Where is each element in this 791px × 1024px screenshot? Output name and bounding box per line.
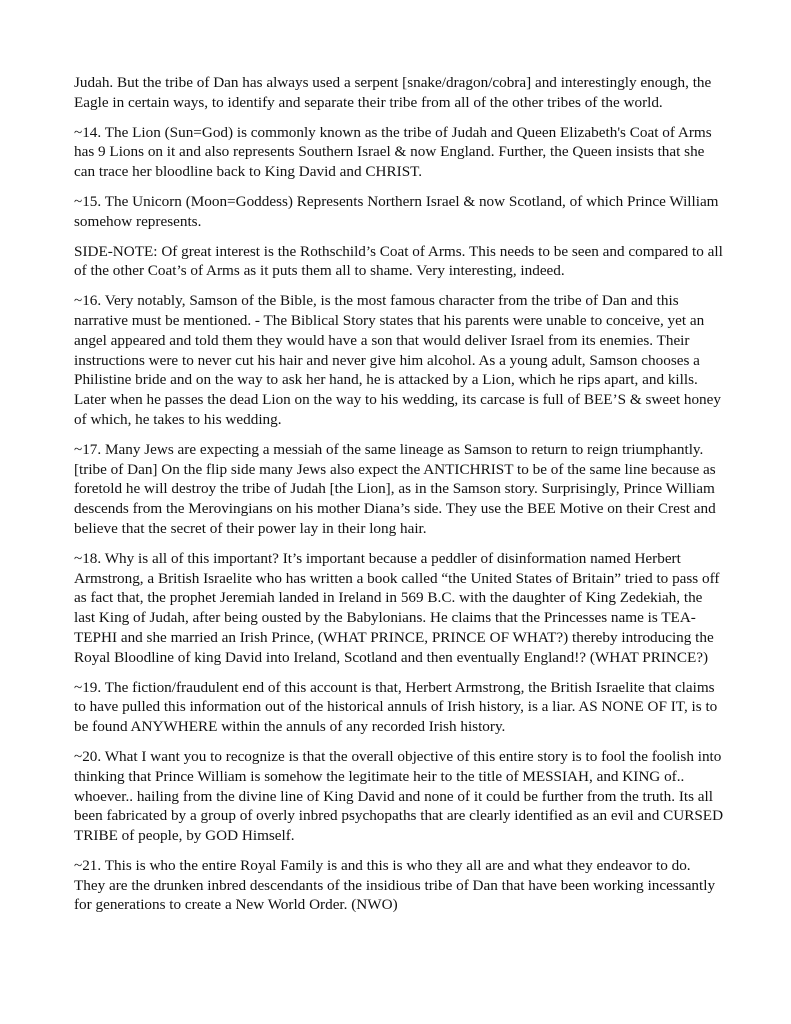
paragraph-16-samson: ~16. Very notably, Samson of the Bible, is the most famous character from the tribe of Dan and this narrative must be mentioned. - The Biblical Story states that his parents were unable to conceive, yet an angel appeared and told them they would have a son that would deliver Israel from its enemies. Their instructions were to never cut his hair and never give him alcohol. As a young adult, Samson chooses a Philistine bride and on the way to ask her hand, he is attacked by a Lion, which he rips apart, and kills. Later when he passes the dead Lion on the way to his wedding, its carcase is full of BEE’S & sweet honey of which, he takes to his wedding. (74, 292, 721, 428)
paragraph-14-lion: ~14. The Lion (Sun=God) is commonly known as the tribe of Judah and Queen Elizabeth's Coat of Arms has 9 Lions on it and also represents Southern Israel & now England. Further, the Queen insists that she can trace her bloodline back to King David and CHRIST. (74, 123, 712, 181)
paragraph-17-messiah: ~17. Many Jews are expecting a messiah of the same lineage as Samson to return to reign triumphantly. [tribe of Dan] On the flip side many Jews also expect the ANTICHRIST to be of the same line because as foretold he will destroy the tribe of Judah [the Lion], as in the Samson story. Surprisingly, Prince William descends from the Merovingians on his mother Diana’s side. They use the BEE Motive on their Crest and believe that the secret of their power lay in their long hair. (74, 440, 716, 537)
paragraph-side-note: SIDE-NOTE: Of great interest is the Rothschild’s Coat of Arms. This needs to be seen and compared to all of the other Coat’s of Arms as it puts them all to shame. Very interesting, indeed. (74, 242, 723, 280)
paragraph-dan-serpent: Judah. But the tribe of Dan has always used a serpent [snake/dragon/cobra] and interestingly enough, the Eagle in certain ways, to identify and separate their tribe from all of the other tribes of the world. (74, 74, 712, 111)
document-page (74, 73, 724, 925)
paragraph-21-royal-family: ~21. This is who the entire Royal Family is and this is who they all are and what they endeavor to do. They are the drunken inbred descendants of the insidious tribe of Dan that have been working incessantly for generations to create a New World Order. (NWO) (74, 856, 716, 914)
paragraph-19-fiction: ~19. The fiction/fraudulent end of this account is that, Herbert Armstrong, the British Israelite that claims to have pulled this information out of the historical annuls of Irish history, is a liar. AS NONE OF IT, is to be found ANYWHERE within the annuls of any recorded Irish history. (74, 678, 718, 736)
paragraph-15-unicorn: ~15. The Unicorn (Moon=Goddess) Represents Northern Israel & now Scotland, of which Prince William somehow represents. (74, 192, 719, 230)
paragraph-18-armstrong: ~18. Why is all of this important? It’s important because a peddler of disinformation named Herbert Armstrong, a British Israelite who has written a book called “the United States of Britain” tried to pass off as fact that, the prophet Jeremiah landed in Ireland in 569 B.C. with the daughter of King Zedekiah, the last King of Judah, after being ousted by the Babylonians. He claims that the Princesses name is TEA-TEPHI and she married an Irish Prince, (WHAT PRINCE, PRINCE OF WHAT?) thereby introducing the Royal Bloodline of king David into Ireland, Scotland and then eventually England!? (WHAT PRINCE?) (74, 549, 720, 666)
paragraph-20-objective: ~20. What I want you to recognize is that the overall objective of this entire story is to fool the foolish into thinking that Prince William is somehow the legitimate heir to the title of MESSIAH, and KING of.. whoever.. hailing from the divine line of King David and none of it could be further from the truth. Its all been fabricated by a group of overly inbred psychopaths that are clearly identified as an evil and CURSED TRIBE of people, by GOD Himself. (74, 747, 724, 845)
